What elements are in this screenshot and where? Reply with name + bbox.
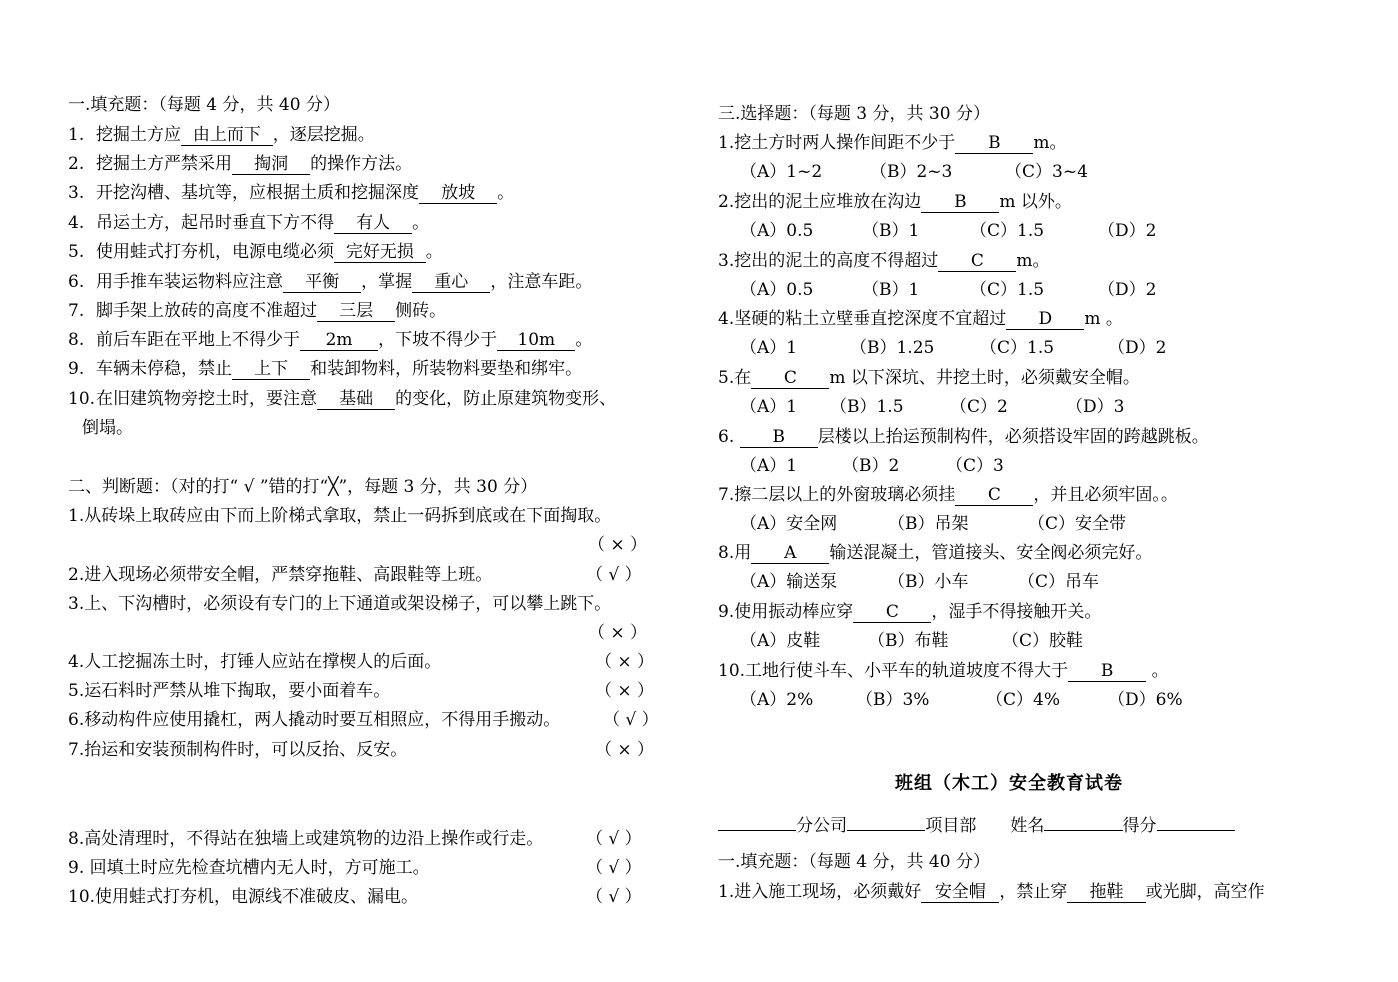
fill-item <box>68 329 592 351</box>
text-segment: ，掌握 <box>361 272 413 292</box>
option-label: （A）1~2 <box>740 162 823 182</box>
option-label: （C）1.5 <box>980 338 1055 358</box>
choice-option <box>868 630 949 652</box>
answer-blank[interactable]: 三层 <box>317 301 395 322</box>
judge-item <box>68 739 407 761</box>
answer-blank[interactable]: 2m <box>300 330 378 351</box>
text-segment: 。 <box>497 183 515 203</box>
exam-info-line <box>718 815 1235 837</box>
choice-item <box>718 308 1123 330</box>
text-segment: ，禁止穿 <box>999 882 1068 902</box>
text-segment: 和装卸物料，所装物料要垫和绑牢。 <box>310 359 583 379</box>
option-label: （C）1.5 <box>970 221 1045 241</box>
option-label: （A）0.5 <box>740 221 814 241</box>
option-label: （B）1.5 <box>830 397 904 417</box>
option-label: （D）2 <box>1098 280 1157 300</box>
choice-item <box>718 542 1152 564</box>
text-segment: ，逐层挖掘。 <box>272 125 375 145</box>
choice-option <box>740 337 797 359</box>
answer-mark: （ × ） <box>588 535 648 555</box>
text-segment: 8.用 <box>718 543 752 563</box>
choice-option <box>856 689 929 711</box>
choice-option <box>980 337 1054 359</box>
answer-mark: （ √ ） <box>586 565 642 585</box>
text-segment: 输送混凝土，管道接头、安全阀必须完好。 <box>829 543 1153 563</box>
choice-option <box>970 279 1044 301</box>
text-segment: ，并且必须牢固。。 <box>1033 485 1178 505</box>
text-segment: 1.挖土方时两人操作间距不少于 <box>718 133 956 153</box>
choice-option <box>740 630 820 652</box>
answer-mark: （ × ） <box>595 740 655 760</box>
text-segment: 侧砖。 <box>395 301 447 321</box>
choice-option <box>1098 220 1156 242</box>
choice-option <box>986 689 1060 711</box>
text-segment: 开挖沟槽、基坑等，应根据土质和挖掘深度 <box>96 183 419 203</box>
judge-answer-mark <box>586 886 642 908</box>
text-segment: 4.坚硬的粘土立壁垂直挖深度不宜超过 <box>718 309 1007 329</box>
second-fill-heading <box>718 851 990 873</box>
fill-item <box>68 388 616 410</box>
section-heading: 一.填充题：（每题 4 分，共 40 分） <box>68 95 340 115</box>
option-label: （A）0.5 <box>740 280 814 300</box>
statement-text: 4.人工挖掘冻土时，打锤人应站在撑楔人的后面。 <box>68 652 442 672</box>
answer-blank[interactable] <box>1157 830 1235 831</box>
option-label: （D）3 <box>1066 397 1125 417</box>
fill-item <box>68 271 592 293</box>
answer-blank[interactable] <box>847 830 925 831</box>
text-segment: 3.挖出的泥土的高度不得超过 <box>718 251 939 271</box>
exam-title-text: 班组（木工）安全教育试卷 <box>895 773 1123 794</box>
option-label: （B）布鞋 <box>868 631 949 651</box>
option-label: （B）1 <box>862 280 920 300</box>
fill-item <box>68 300 446 322</box>
answer-blank[interactable] <box>1044 830 1122 831</box>
choice-item <box>718 660 1169 682</box>
answer-blank[interactable]: C <box>938 251 1016 272</box>
option-label: （B）吊架 <box>888 514 969 534</box>
judge-answer-mark <box>586 857 642 879</box>
answer-mark: （ √ ） <box>603 710 659 730</box>
choice-option <box>740 513 837 535</box>
judge-heading <box>68 476 537 498</box>
judge-answer-mark <box>588 534 647 556</box>
statement-text: 7.抬运和安装预制构件时，可以反抬、反安。 <box>68 740 408 760</box>
fill-item <box>68 153 412 175</box>
item-number: 6. <box>68 272 85 292</box>
fill-item-continuation <box>82 417 133 439</box>
answer-blank[interactable]: 平衡 <box>283 272 361 293</box>
item-number: 8. <box>68 330 85 350</box>
option-label: （A）1 <box>740 338 798 358</box>
judge-item <box>68 680 390 702</box>
statement-text: 5.运石料时严禁从堆下掏取，要小面着车。 <box>68 681 391 701</box>
text-segment: ，注意车距。 <box>490 272 593 292</box>
answer-mark: （ √ ） <box>586 829 642 849</box>
text-segment: m 以外。 <box>999 192 1072 212</box>
answer-blank[interactable] <box>718 830 796 831</box>
answer-blank[interactable]: 重心 <box>412 272 490 293</box>
option-label: （C）3~4 <box>1005 162 1088 182</box>
choice-item <box>718 601 1101 623</box>
text-segment: 用手推车装运物料应注意 <box>96 272 283 292</box>
item-number: 10. <box>68 389 96 409</box>
option-label: （B）2~3 <box>870 162 953 182</box>
option-label: （A）2% <box>740 690 814 710</box>
statement-text: 3.上、下沟槽时，必须设有专门的上下通道或架设梯子，可以攀上跳下。 <box>68 594 612 614</box>
text-segment: 倒塌。 <box>82 418 133 438</box>
statement-text: 2.进入现场必须带安全帽，严禁穿拖鞋、高跟鞋等上班。 <box>68 565 493 585</box>
text-segment: m 以下深坑、井挖土时，必须戴安全帽。 <box>829 368 1140 388</box>
option-label: （C）安全带 <box>1028 514 1127 534</box>
choice-item <box>718 191 1072 213</box>
choice-option <box>888 571 969 593</box>
second-fill-item <box>718 881 1265 903</box>
statement-text: 9. 回填土时应先检查坑槽内无人时，方可施工。 <box>68 858 430 878</box>
text-segment: 项目部 姓名 <box>925 816 1045 836</box>
statement-text: 8.高处清理时，不得站在独墙上或建筑物的边沿上操作或行走。 <box>68 829 544 849</box>
answer-blank[interactable]: D <box>1006 309 1084 330</box>
answer-blank[interactable]: 完好无损 <box>334 242 426 263</box>
text-segment: ，湿手不得接触开关。 <box>931 602 1102 622</box>
text-segment: 6. <box>718 427 740 447</box>
option-label: （B）小车 <box>888 572 969 592</box>
text-segment: 5.在 <box>718 368 752 388</box>
choice-option <box>862 220 919 242</box>
option-label: （B）2 <box>842 456 900 476</box>
answer-mark: （ √ ） <box>586 858 642 878</box>
fill-item <box>68 124 375 146</box>
statement-text: 6.移动构件应使用撬杠，两人撬动时要互相照应，不得用手搬动。 <box>68 710 561 730</box>
choice-option <box>740 455 797 477</box>
text-segment: 。 <box>1146 661 1169 681</box>
choice-item <box>718 484 1178 506</box>
item-number: 7. <box>68 301 85 321</box>
text-segment: ，下坡不得少于 <box>378 330 498 350</box>
item-number: 9. <box>68 359 85 379</box>
fill-item <box>68 212 429 234</box>
judge-item <box>68 857 430 879</box>
choice-option <box>740 279 813 301</box>
choice-option <box>740 396 797 418</box>
answer-blank[interactable]: 放坡 <box>419 183 497 204</box>
answer-blank[interactable]: B <box>955 133 1033 154</box>
answer-blank[interactable]: 有人 <box>334 213 412 234</box>
text-segment: 2.挖出的泥土应堆放在沟边 <box>718 192 922 212</box>
text-segment: m。 <box>1016 251 1050 271</box>
judge-answer-mark <box>595 680 654 702</box>
text-segment: 得分 <box>1122 816 1157 836</box>
answer-blank[interactable]: C <box>853 602 931 623</box>
judge-answer-mark <box>595 651 654 673</box>
choice-option <box>842 455 899 477</box>
text-segment: 使用蛙式打夯机，电源电缆必须 <box>96 242 334 262</box>
text-segment: 前后车距在平地上不得少于 <box>96 330 300 350</box>
choice-option <box>1018 571 1099 593</box>
judge-answer-mark <box>586 564 642 586</box>
answer-blank[interactable]: B <box>1068 661 1146 682</box>
option-label: （D）2 <box>1098 221 1157 241</box>
choice-option <box>1108 689 1183 711</box>
choice-item <box>718 367 1140 389</box>
choice-option <box>862 279 919 301</box>
judge-answer-mark <box>603 709 659 731</box>
answer-blank[interactable]: C <box>955 485 1033 506</box>
text-segment: 。 <box>575 330 593 350</box>
choice-option <box>740 220 813 242</box>
answer-blank[interactable]: A <box>751 543 829 564</box>
answer-blank[interactable]: 安全帽 <box>921 882 999 903</box>
choice-item <box>718 132 1067 154</box>
option-label: （C）胶鞋 <box>1002 631 1084 651</box>
text-segment: 挖掘土方应 <box>96 125 181 145</box>
judge-item <box>68 593 611 615</box>
option-label: （D）2 <box>1108 338 1167 358</box>
answer-blank[interactable]: 10m <box>497 330 575 351</box>
choice-option <box>740 689 813 711</box>
section-heading: 二、判断题：（对的打“ √ ”错的打“╳”，每题 3 分，共 30 分） <box>68 477 538 497</box>
text-segment: 7.擦二层以上的外窗玻璃必须挂 <box>718 485 956 505</box>
text-segment: 分公司 <box>796 816 848 836</box>
item-number: 5. <box>68 242 85 262</box>
choice-option <box>1028 513 1126 535</box>
option-label: （A）皮鞋 <box>740 631 821 651</box>
option-label: （A）1 <box>740 456 798 476</box>
choice-option <box>1098 279 1156 301</box>
answer-mark: （ × ） <box>595 681 655 701</box>
answer-blank[interactable]: C <box>751 368 829 389</box>
text-segment: 的操作方法。 <box>310 154 413 174</box>
choice-heading <box>718 103 990 125</box>
answer-mark: （ × ） <box>588 623 648 643</box>
option-label: （A）1 <box>740 397 798 417</box>
text-segment: 车辆未停稳，禁止 <box>96 359 232 379</box>
answer-blank[interactable]: 上下 <box>232 359 310 380</box>
statement-text: 1.从砖垛上取砖应由下而上阶梯式拿取，禁止一码拆到底或在下面掏取。 <box>68 506 612 526</box>
answer-blank[interactable]: B <box>921 192 999 213</box>
text-segment: 层楼以上抬运预制构件，必须搭设牢固的跨越跳板。 <box>817 427 1209 447</box>
item-number: 4. <box>68 213 85 233</box>
answer-blank[interactable]: 拖鞋 <box>1067 882 1145 903</box>
choice-option <box>740 571 837 593</box>
judge-answer-mark <box>595 739 654 761</box>
item-number: 1. <box>68 125 85 145</box>
text-segment: 10.工地行使斗车、小平车的轨道坡度不得大于 <box>718 661 1069 681</box>
section-heading: 三.选择题：（每题 3 分，共 30 分） <box>718 104 990 124</box>
option-label: （C）4% <box>986 690 1060 710</box>
choice-option <box>950 396 1008 418</box>
choice-option <box>1002 630 1083 652</box>
option-label: （C）吊车 <box>1018 572 1100 592</box>
text-segment: m 。 <box>1084 309 1123 329</box>
option-label: （B）1.25 <box>850 338 935 358</box>
answer-blank[interactable]: 由上而下 <box>181 125 273 146</box>
text-segment: 在旧建筑物旁挖土时，要注意 <box>96 389 317 409</box>
fill-heading <box>68 94 340 116</box>
answer-blank[interactable]: 基础 <box>317 389 395 410</box>
text-segment: 吊运土方，起吊时垂直下方不得 <box>96 213 334 233</box>
choice-option <box>1108 337 1166 359</box>
option-label: （D）6% <box>1108 690 1183 710</box>
judge-answer-mark <box>586 828 642 850</box>
answer-mark: （ × ） <box>595 652 655 672</box>
option-label: （B）1 <box>862 221 920 241</box>
choice-option <box>946 455 1004 477</box>
exam-title <box>895 773 1123 795</box>
text-segment: 的变化，防止原建筑物变形、 <box>395 389 617 409</box>
judge-item <box>68 828 543 850</box>
answer-blank[interactable]: 掏洞 <box>232 154 310 175</box>
judge-item <box>68 564 492 586</box>
option-label: （C）3 <box>946 456 1004 476</box>
option-label: （A）安全网 <box>740 514 838 534</box>
judge-item <box>68 651 441 673</box>
choice-item <box>718 250 1050 272</box>
choice-option <box>970 220 1044 242</box>
option-label: （C）2 <box>950 397 1008 417</box>
text-segment: 挖掘土方严禁采用 <box>96 154 232 174</box>
text-segment: 。 <box>412 213 430 233</box>
judge-item <box>68 886 418 908</box>
option-label: （A）输送泵 <box>740 572 838 592</box>
section-heading: 一.填充题：（每题 4 分，共 40 分） <box>718 852 990 872</box>
text-segment: m。 <box>1033 133 1067 153</box>
item-number: 2. <box>68 154 85 174</box>
choice-item <box>718 426 1209 448</box>
judge-answer-mark <box>588 622 647 644</box>
text-segment: 。 <box>425 242 443 262</box>
answer-mark: （ √ ） <box>586 887 642 907</box>
text-segment: 或光脚，高空作 <box>1145 882 1265 902</box>
text-segment: 脚手架上放砖的高度不准超过 <box>96 301 317 321</box>
option-label: （C）1.5 <box>970 280 1045 300</box>
judge-item <box>68 709 560 731</box>
text-segment: 1.进入施工现场，必须戴好 <box>718 882 922 902</box>
option-label: （B）3% <box>856 690 930 710</box>
choice-option <box>740 161 822 183</box>
choice-option <box>850 337 934 359</box>
choice-option <box>888 513 969 535</box>
fill-item <box>68 358 582 380</box>
choice-option <box>1066 396 1124 418</box>
fill-item <box>68 241 443 263</box>
statement-text: 10.使用蛙式打夯机，电源线不准破皮、漏电。 <box>68 887 419 907</box>
choice-option <box>1005 161 1088 183</box>
judge-item <box>68 505 611 527</box>
text-segment: 9.使用振动棒应穿 <box>718 602 854 622</box>
item-number: 3. <box>68 183 85 203</box>
answer-blank[interactable]: B <box>740 427 818 448</box>
fill-item <box>68 182 514 204</box>
choice-option <box>870 161 952 183</box>
choice-option <box>830 396 904 418</box>
